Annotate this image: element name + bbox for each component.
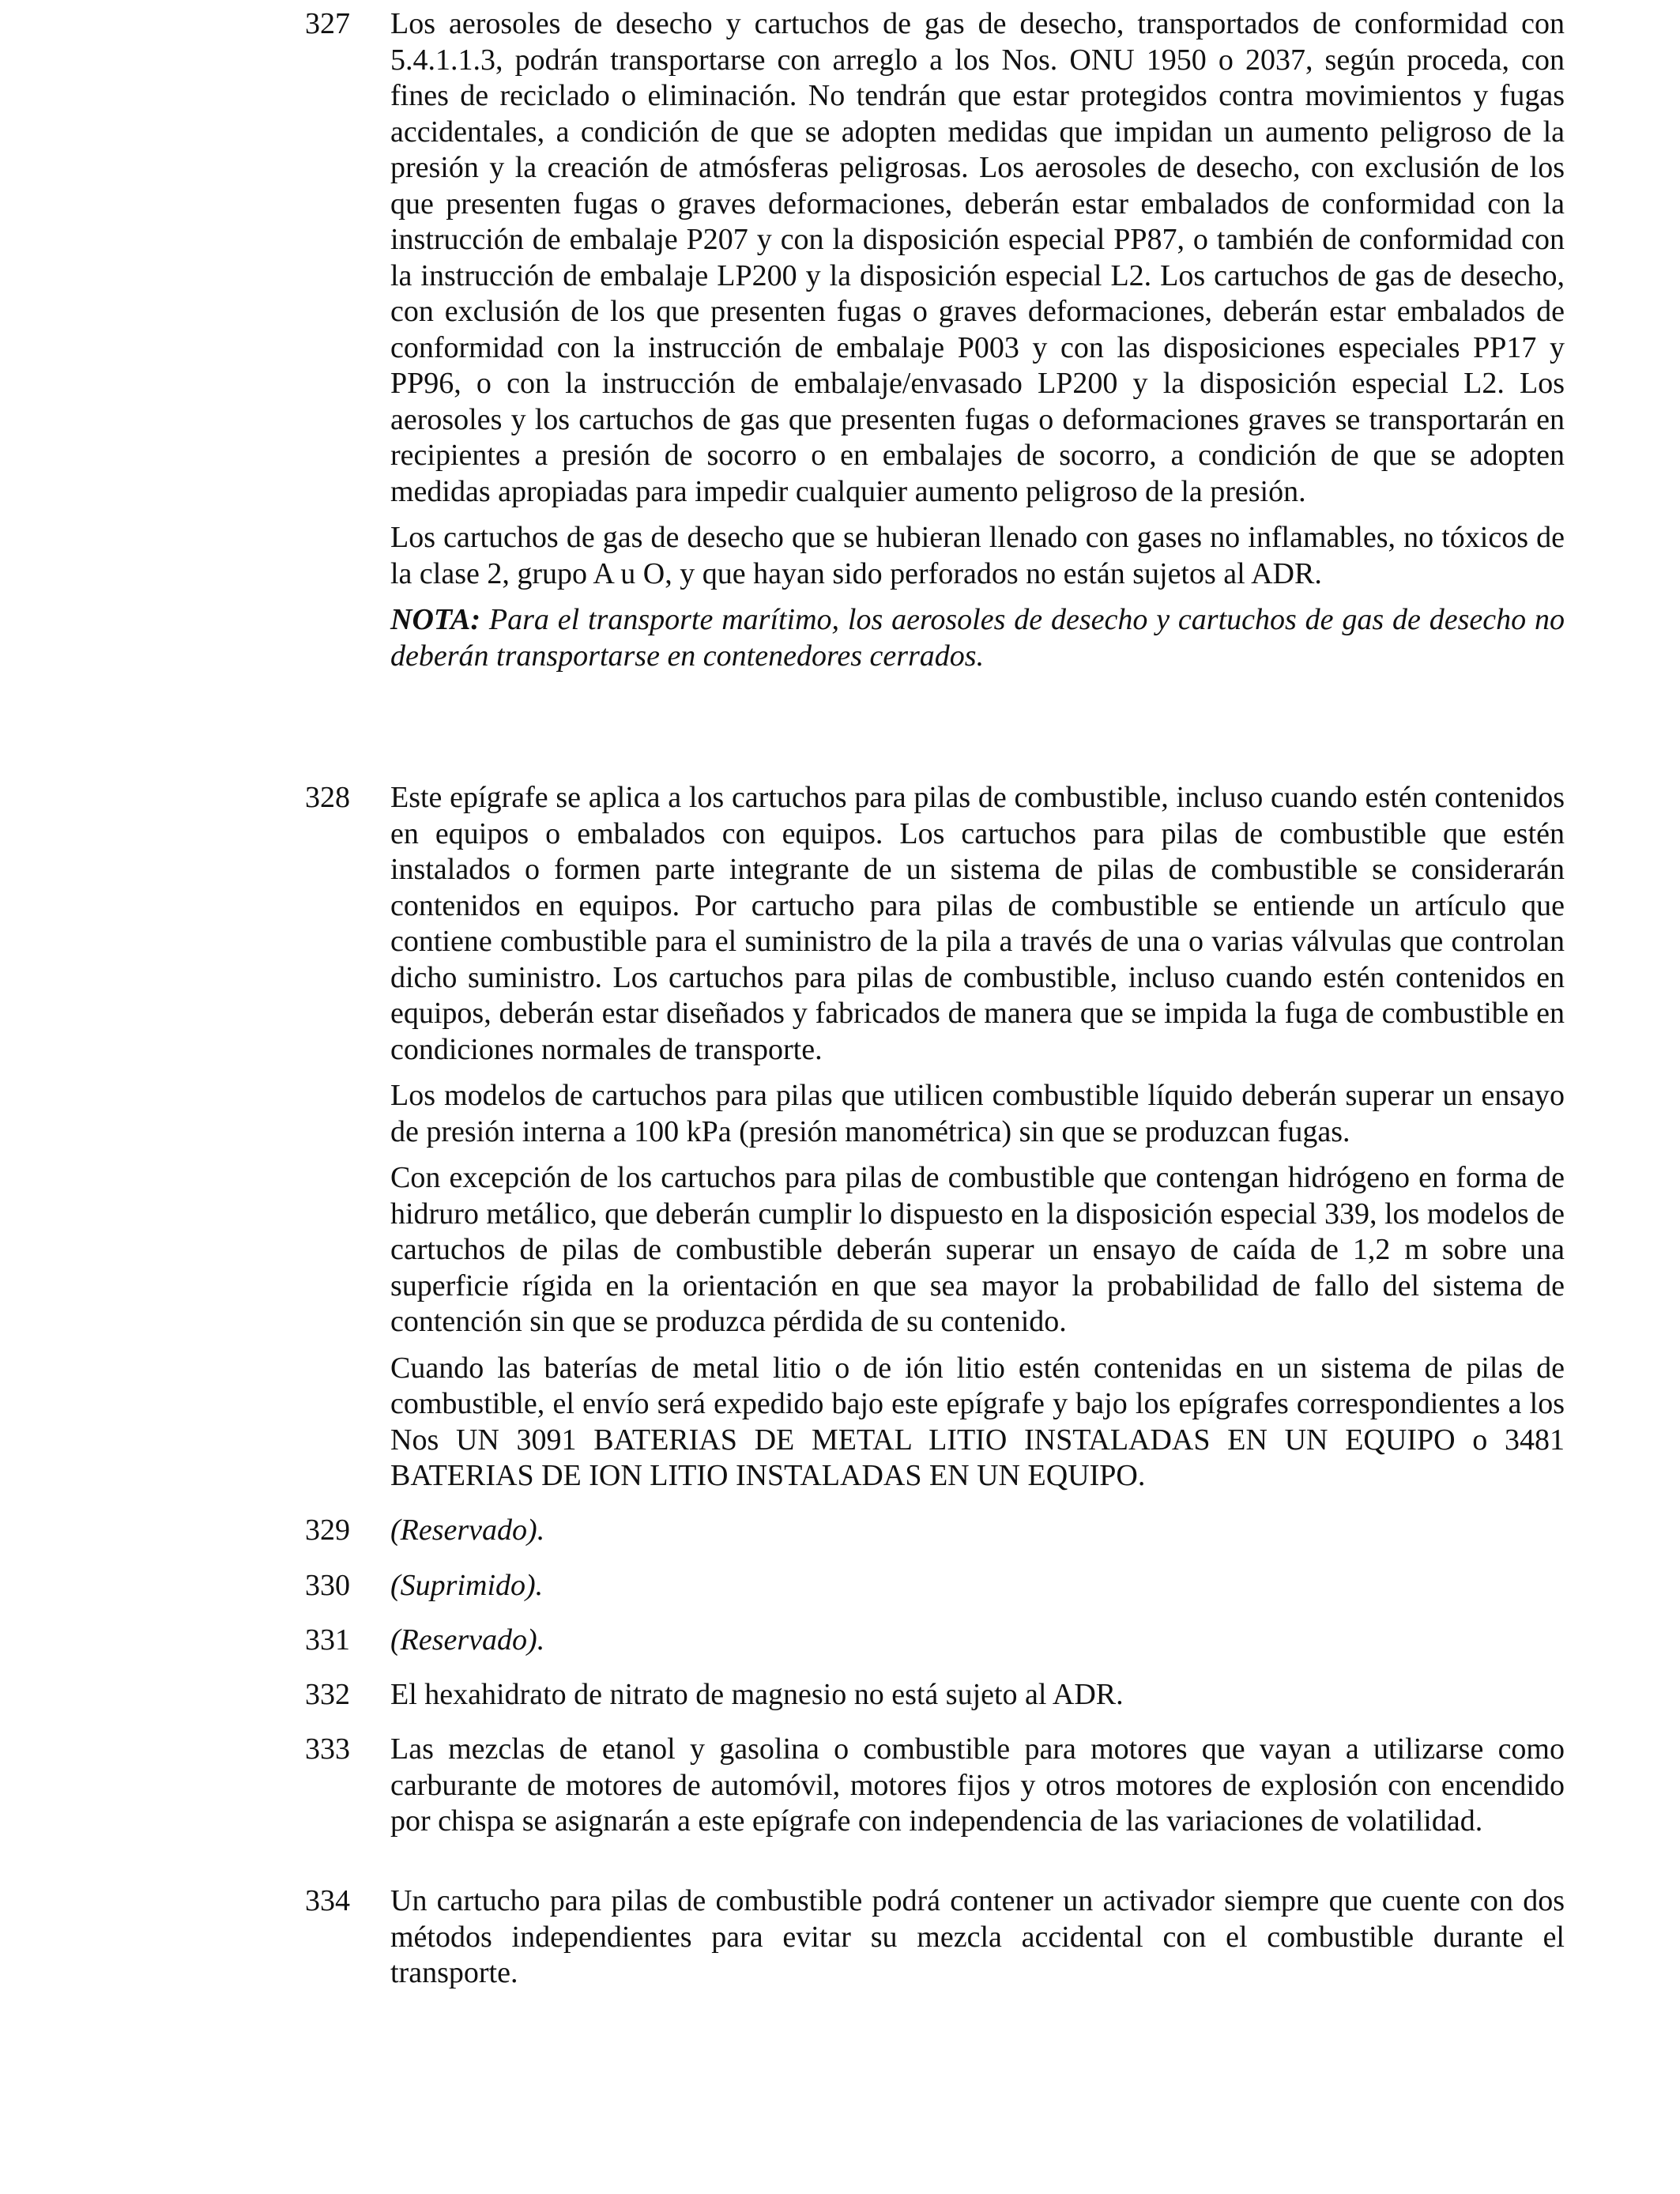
note-paragraph	[390, 602, 1565, 674]
paragraph: Las mezclas de etanol y gasolina o combustible para motores que vayan a utilizarse como carburante de motores de automóvil, motores fijos y otros motores de explosión con encendido por chispa se asignarán a este epígrafe con independencia de las variaciones de volatilidad.	[390, 1732, 1565, 1838]
note-label: NOTA:	[390, 603, 480, 636]
provision-body	[390, 1568, 1565, 1604]
paragraph: Los aerosoles de desecho y cartuchos de gas de desecho, transportados de conformidad con 5.4.1.1.3, podrán transportarse con arreglo a los Nos. ONU 1950 o 2037, según proceda, con fines de reciclado o eliminación. No tendrán que estar protegidos contra movimientos y fugas accidentales, a condición de que se adopten medidas que impidan un aumento peligroso de la presión y la creación de atmósferas peligrosas. Los aerosoles de desecho, con exclusión de los que presenten fugas o graves deformaciones, deberán estar embalados de conformidad con la instrucción de embalaje P207 y con la disposición especial PP87, o también de conformidad con la instrucción de embalaje LP200 y la disposición especial L2. Los cartuchos de gas de desecho, con exclusión de los que presenten fugas o graves deformaciones, deberán estar embalados de conformidad con la instrucción de embalaje P003 y con las disposiciones especiales PP17 y PP96, o con la instrucción de embalaje/envasado LP200 y la disposición especial L2. Los aerosoles y los cartuchos de gas que presenten fugas o deformaciones graves se transportarán en recipientes a presión de socorro o en embalajes de socorro, a condición de que se adopten medidas apropiadas para impedir cualquier aumento peligroso de la presión.	[390, 7, 1565, 508]
provision-body	[390, 780, 1565, 1495]
provision-body	[390, 1732, 1565, 1840]
provision-body	[390, 1677, 1565, 1713]
paragraph: Con excepción de los cartuchos para pilas de combustible que contengan hidrógeno en forma de hidruro metálico, que deberán cumplir lo dispuesto en la disposición especial 339, los modelos de cartuchos de pilas de combustible deberán superar un ensayo de caída de 1,2 m sobre una superficie rígida en la orientación en que sea mayor la probabilidad de fallo del sistema de contención sin que se produzca pérdida de su contenido.	[390, 1161, 1565, 1338]
paragraph: Este epígrafe se aplica a los cartuchos para pilas de combustible, incluso cuando estén contenidos en equipos o embalados con equipos. Los cartuchos para pilas de combustible que estén instalados o formen parte integrante de un sistema de pilas de combustible se considerarán contenidos en equipos. Por cartucho para pilas de combustible se entiende un artículo que contiene combustible para el suministro de la pila a través de una o varias válvulas que controlan dicho suministro. Los cartuchos para pilas de combustible, incluso cuando estén contenidos en equipos, deberán estar diseñados y fabricados de manera que se impida la fuga de combustible en condiciones normales de transporte.	[390, 781, 1565, 1066]
provision-body	[390, 1623, 1565, 1659]
paragraph: Los cartuchos de gas de desecho que se hubieran llenado con gases no inflamables, no tóxicos de la clase 2, grupo A u O, y que hayan sido perforados no están sujetos al ADR.	[390, 521, 1565, 590]
provision-number: 327	[305, 7, 350, 40]
provision-number: 331	[305, 1623, 350, 1657]
provision-number: 328	[305, 781, 350, 814]
provision-body	[390, 1513, 1565, 1549]
provision-number: 333	[305, 1732, 350, 1766]
provision-number: 330	[305, 1569, 350, 1602]
paragraph: El hexahidrato de nitrato de magnesio no está sujeto al ADR.	[390, 1678, 1124, 1711]
provision-number: 332	[305, 1678, 350, 1711]
note-text: Para el transporte marítimo, los aerosoles de desecho y cartuchos de gas de desecho no deberán transportarse en contenedores cerrados.	[390, 603, 1565, 673]
provision-body	[390, 1883, 1565, 1992]
provision-number: 329	[305, 1514, 350, 1547]
paragraph: Cuando las baterías de metal litio o de ión litio estén contenidas en un sistema de pilas de combustible, el envío será expedido bajo este epígrafe y bajo los epígrafes correspondientes a los Nos UN 3091 BATERIAS DE METAL LITIO INSTALADAS EN UN EQUIPO o 3481 BATERIAS DE ION LITIO INSTALADAS EN UN EQUIPO.	[390, 1351, 1565, 1492]
paragraph: Un cartucho para pilas de combustible podrá contener un activador siempre que cuente con dos métodos independientes para evitar su mezcla accidental con el combustible durante el transporte.	[390, 1884, 1565, 1989]
provision-number: 334	[305, 1884, 350, 1917]
paragraph: Los modelos de cartuchos para pilas que utilicen combustible líquido deberán superar un ensayo de presión interna a 100 kPa (presión manométrica) sin que se produzcan fugas.	[390, 1079, 1565, 1148]
paragraph: (Reservado).	[390, 1514, 545, 1547]
paragraph: (Suprimido).	[390, 1569, 544, 1602]
paragraph: (Reservado).	[390, 1623, 545, 1657]
provision-body	[390, 6, 1565, 674]
